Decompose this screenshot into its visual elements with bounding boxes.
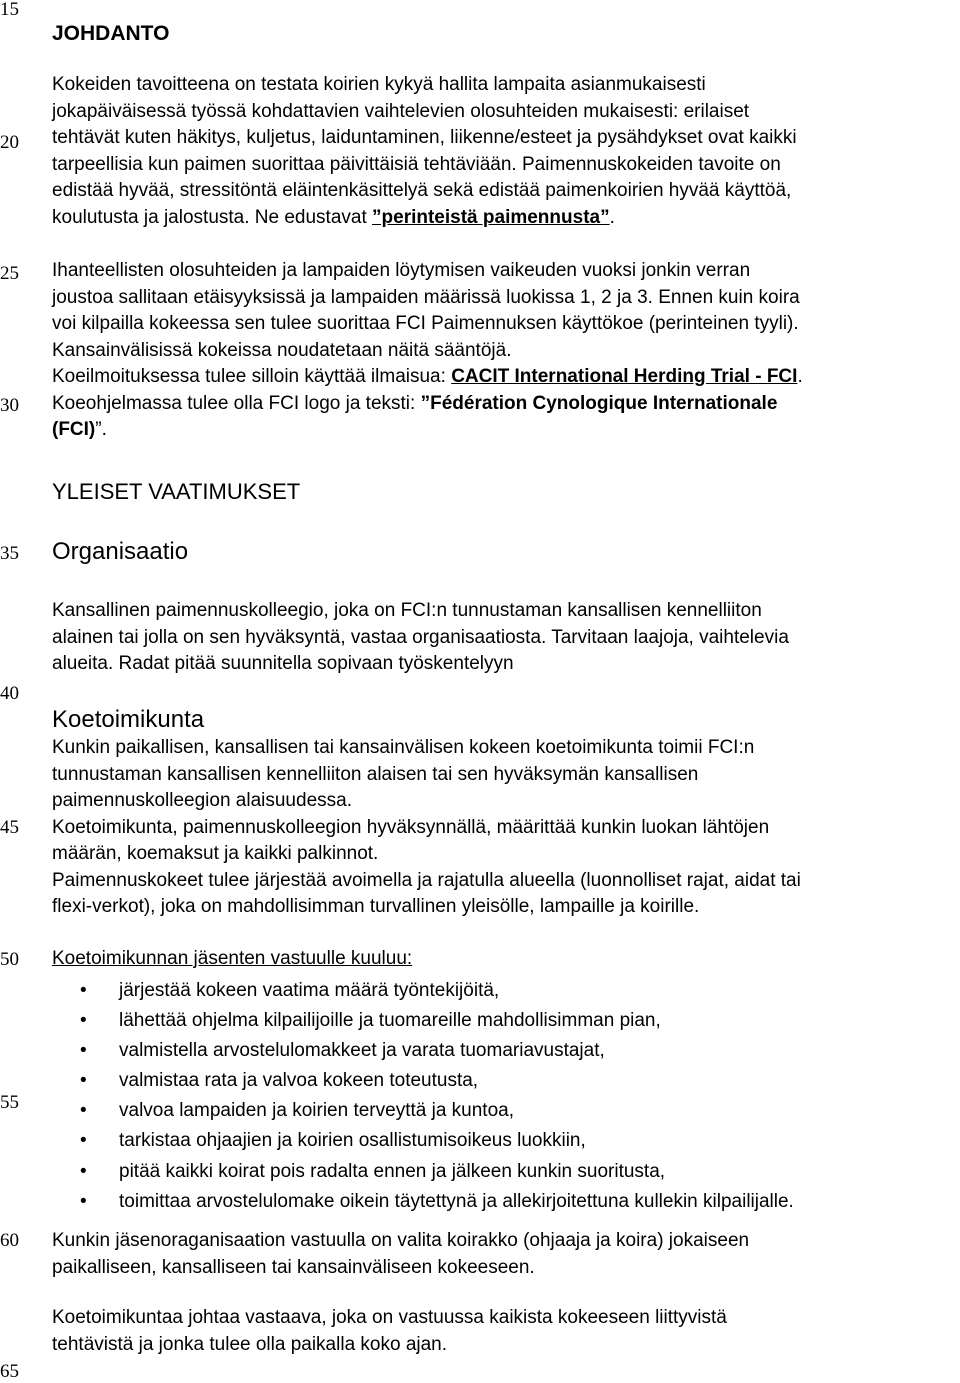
member-organisation-paragraph xyxy=(52,1228,958,1281)
text-line: Koetoimikuntaa johtaa vastaava, joka on vastuussa kaikista kokeeseen liittyvistä xyxy=(52,1307,727,1328)
list-item-text: lähettää ohjelma kilpailijoille ja tuomareille mahdollisimman pian, xyxy=(119,1010,661,1032)
text-line: Paimennuskokeet tulee järjestää avoimella ja rajatulla alueella (luonnolliset rajat, aidat tai xyxy=(52,869,801,891)
committee-paragraph xyxy=(52,735,958,921)
text-line: jokapäiväisessä työssä kohdattavien vaihtelevien olosuhteiden mukaisesti: erilaiset xyxy=(52,100,750,122)
bullet-icon: • xyxy=(80,1130,87,1152)
list-item xyxy=(52,1096,794,1126)
text-line: alueita. Radat pitää suunnitella sopivaan työskentelyyn xyxy=(52,653,514,674)
text-segment: Koeohjelmassa tulee olla FCI logo ja teksti: xyxy=(52,392,421,414)
organisation-paragraph xyxy=(52,598,958,678)
intro-paragraph xyxy=(52,72,958,231)
bullet-icon: • xyxy=(80,980,87,1001)
list-item xyxy=(52,1126,794,1156)
list-item xyxy=(52,1187,794,1217)
text-line: Kunkin jäsenoraganisaation vastuulla on valita koirakko (ohjaaja ja koira) jokaiseen xyxy=(52,1230,750,1251)
text-line: Kansainvälisissä kokeissa noudatetaan näitä sääntöjä. xyxy=(52,339,512,361)
list-item xyxy=(52,1036,794,1066)
line-number: 50 xyxy=(0,949,19,970)
text-line: Kunkin paikallisen, kansallisen tai kansainvälisen kokeen koetoimikunta toimii FCI:n xyxy=(52,737,755,758)
line-number: 30 xyxy=(0,395,19,416)
line-number: 25 xyxy=(0,263,19,284)
bullet-icon: • xyxy=(80,1190,87,1212)
line-number: 20 xyxy=(0,132,19,153)
bullet-icon: • xyxy=(80,1160,87,1182)
text-line: alainen tai jolla on sen hyväksyntä, vastaa organisaatiosta. Tarvitaan laajoja, vaihtelevia xyxy=(52,626,789,648)
text-line xyxy=(52,391,958,418)
text-line: Koetoimikunta, paimennuskolleegion hyväksynnällä, määrittää kunkin luokan lähtöjen xyxy=(52,816,770,838)
committee-leader-paragraph xyxy=(52,1305,958,1358)
trial-designation: CACIT International Herding Trial - FCI xyxy=(451,366,798,387)
text-line: voi kilpailla kokeessa sen tulee suorittaa FCI Paimennuksen käyttökoe (perinteinen tyyli). xyxy=(52,313,799,334)
text-line xyxy=(52,364,958,391)
list-item xyxy=(52,1006,794,1036)
list-item xyxy=(52,1066,794,1096)
text-segment: koulutusta ja jalostusta. Ne edustavat xyxy=(52,206,373,228)
text-segment: ”. xyxy=(95,419,107,440)
bullet-icon: • xyxy=(80,1010,87,1032)
line-number: 35 xyxy=(0,543,19,564)
text-segment: . xyxy=(797,366,803,387)
text-line: flexi-verkot), joka on mahdollisimman turvallinen yleisölle, lampaille ja koirille. xyxy=(52,896,700,917)
text-segment: Koeilmoituksessa tulee silloin käyttää ilmaisua: xyxy=(52,366,452,387)
list-item-text: valmistaa rata ja valvoa kokeen toteutusta, xyxy=(119,1070,479,1092)
section-title-johdanto: JOHDANTO xyxy=(52,22,170,45)
list-item-text: järjestää kokeen vaatima määrä työntekijöitä, xyxy=(119,980,500,1001)
line-number: 40 xyxy=(0,683,19,704)
text-line: Ihanteellisten olosuhteiden ja lampaiden löytymisen vaikeuden vuoksi jonkin verran xyxy=(52,260,751,281)
line-number: 65 xyxy=(0,1361,19,1382)
line-number: 60 xyxy=(0,1230,19,1251)
text-line: paikalliseen, kansalliseen tai kansainväliseen kokeeseen. xyxy=(52,1256,535,1278)
line-number: 45 xyxy=(0,817,19,838)
fci-name: ”Fédération Cynologique Internationale xyxy=(420,392,778,414)
text-line xyxy=(52,417,958,444)
text-line: joustoa sallitaan etäisyyksissä ja lampaiden määrissä luokissa 1, 2 ja 3. Ennen kuin koira xyxy=(52,286,800,308)
duties-heading-text: Koetoimikunnan jäsenten vastuulle kuuluu: xyxy=(52,948,413,969)
text-line: Kokeiden tavoitteena on testata koirien kykyä hallita lampaita asianmukaisesti xyxy=(52,74,706,95)
text-line: tehtävistä ja jonka tulee olla paikalla koko ajan. xyxy=(52,1333,448,1355)
subsection-title-koetoimikunta: Koetoimikunta xyxy=(52,706,205,733)
text-line: tunnustaman kansallisen kennelliiton alaisen tai sen hyväksymän kansallisen xyxy=(52,763,699,785)
bullet-icon: • xyxy=(80,1040,87,1062)
text-line: tarpeellisia kun paimen suorittaa päivittäisiä tehtäviään. Paimennuskokeiden tavoite on xyxy=(52,153,781,175)
subsection-title-organisaatio: Organisaatio xyxy=(52,538,189,565)
list-item-text: valmistella arvostelulomakkeet ja varata tuomariavustajat, xyxy=(119,1040,605,1062)
text-line: edistää hyvää, stressitöntä eläintenkäsittelyä sekä edistää paimenkoirien hyvää käyttöä, xyxy=(52,180,792,201)
duties-heading xyxy=(52,946,958,973)
list-item xyxy=(52,1157,794,1187)
text-line xyxy=(52,205,958,232)
emphasis-traditional-herding: ”perinteistä paimennusta” xyxy=(372,206,610,228)
text-segment: . xyxy=(609,206,615,228)
list-item-text: pitää kaikki koirat pois radalta ennen ja jälkeen kunkin suoritusta, xyxy=(119,1160,666,1182)
text-line: määrän, koemaksut ja kaikki palkinnot. xyxy=(52,843,379,864)
conditions-paragraph xyxy=(52,258,958,444)
list-item xyxy=(52,976,794,1006)
section-title-general-requirements: YLEISET VAATIMUKSET xyxy=(52,479,301,504)
line-number: 15 xyxy=(0,0,19,20)
list-item-text: valvoa lampaiden ja koirien terveyttä ja kuntoa, xyxy=(119,1100,515,1122)
text-line: tehtävät kuten häkitys, kuljetus, laiduntaminen, liikenne/esteet ja pysähdykset ovat kaikki xyxy=(52,127,797,148)
bullet-icon: • xyxy=(80,1100,87,1122)
duties-list xyxy=(52,976,794,1217)
list-item-text: toimittaa arvostelulomake oikein täytettynä ja allekirjoitettuna kullekin kilpailijalle. xyxy=(119,1190,794,1212)
line-number: 55 xyxy=(0,1092,19,1113)
bullet-icon: • xyxy=(80,1070,87,1092)
fci-abbreviation: (FCI) xyxy=(52,419,96,440)
text-line: Kansallinen paimennuskolleegio, joka on FCI:n tunnustaman kansallisen kennelliiton xyxy=(52,600,762,621)
list-item-text: tarkistaa ohjaajien ja koirien osallistumisoikeus luokkiin, xyxy=(119,1130,586,1152)
text-line: paimennuskolleegion alaisuudessa. xyxy=(52,790,352,811)
